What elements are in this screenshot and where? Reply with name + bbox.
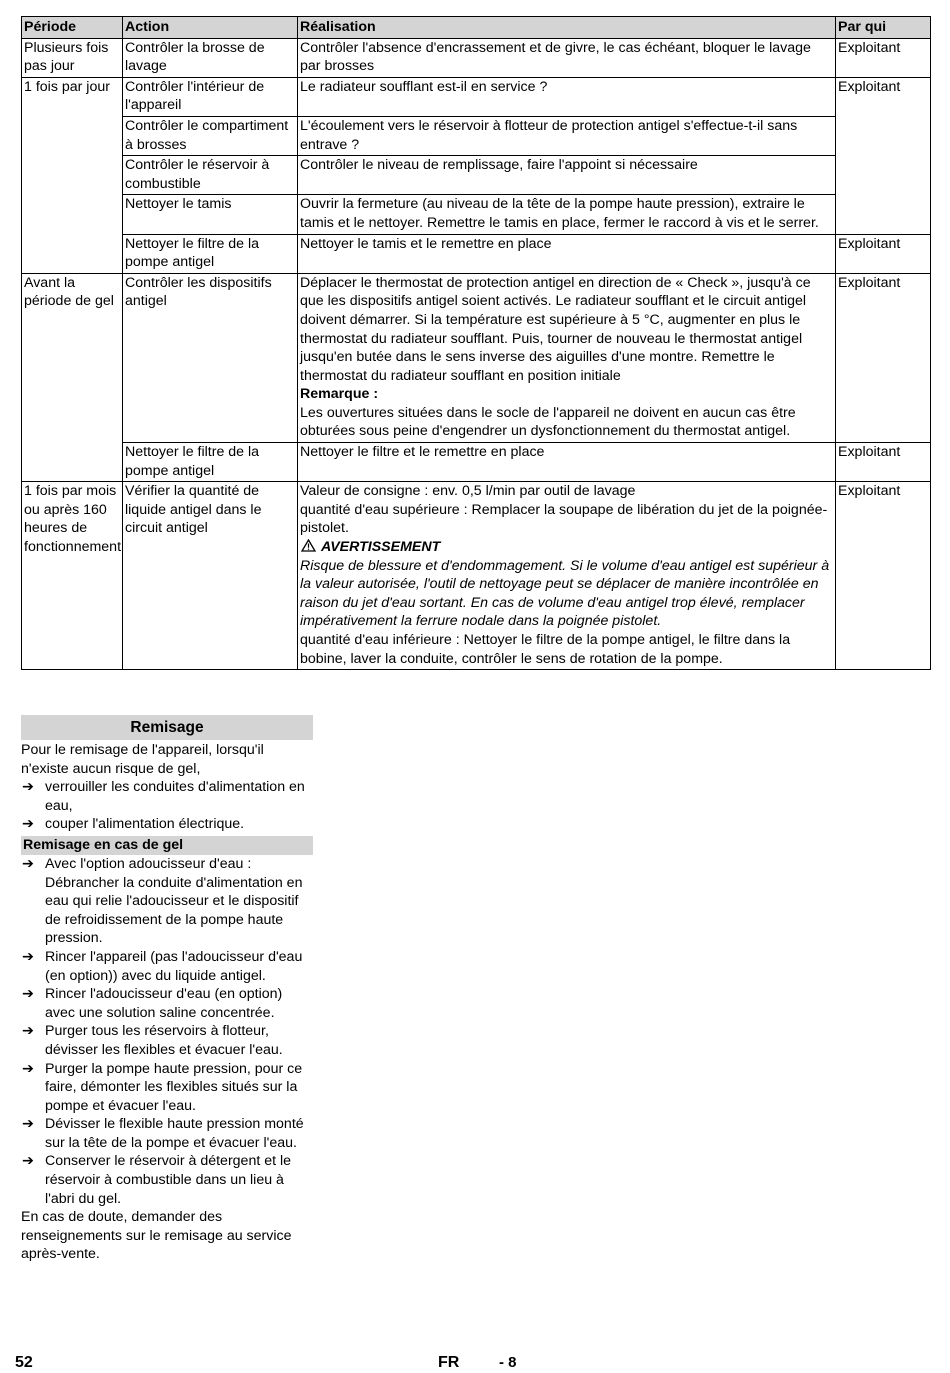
- cell-realisation: Ouvrir la fermeture (au niveau de la tête de la pompe haute pression), extraire le tamis et le nettoyer. Remettre le tamis en place, fermer le raccord à vis et le serrer.: [298, 195, 836, 234]
- cell-action: Contrôler l'intérieur de l'appareil: [123, 77, 298, 116]
- sub-page-number: - 8: [499, 1354, 517, 1371]
- remisage-steps: [21, 778, 313, 834]
- warning-title: [300, 538, 833, 557]
- cell-action: Nettoyer le filtre de la pompe antigel: [123, 443, 298, 482]
- cell-periode: Avant la période de gel: [22, 273, 123, 482]
- cell-action: Vérifier la quantité de liquide antigel dans le circuit antigel: [123, 482, 298, 670]
- list-item: ➔ verrouiller les conduites d'alimentation en eau,: [22, 779, 305, 814]
- gel-steps: [21, 855, 313, 1208]
- table-row: [22, 482, 931, 670]
- section-title-remisage: Remisage: [21, 715, 313, 740]
- arrow-right-icon: ➔: [22, 948, 34, 965]
- cell-action: Contrôler le réservoir à combustible: [123, 156, 298, 195]
- table-row: [22, 38, 931, 77]
- header-action: Action: [123, 17, 298, 39]
- cell-par-qui: Exploitant: [836, 273, 931, 442]
- cell-realisation: Nettoyer le filtre et le remettre en place: [298, 443, 836, 482]
- table-row: [22, 443, 931, 482]
- table-row: [22, 156, 931, 195]
- list-item: ➔ Purger la pompe haute pression, pour ce faire, démonter les flexibles situés sur la pompe et évacuer l'eau.: [22, 1060, 303, 1114]
- list-item: ➔ Rincer l'adoucisseur d'eau (en option) avec une solution saline concentrée.: [22, 986, 283, 1021]
- cell-realisation: Le radiateur soufflant est-il en service ?: [298, 77, 836, 116]
- cell-par-qui: Exploitant: [836, 234, 931, 273]
- warning-title-text: AVERTISSEMENT: [321, 539, 441, 556]
- cell-realisation: Contrôler l'absence d'encrassement et de givre, le cas échéant, bloquer le lavage par brosses: [298, 38, 836, 77]
- arrow-right-icon: ➔: [22, 779, 34, 796]
- cell-realisation: [298, 482, 836, 670]
- cell-action: Nettoyer le filtre de la pompe antigel: [123, 234, 298, 273]
- realisation-text: Déplacer le thermostat de protection antigel en direction de « Check », jusqu'à ce que les dispositifs antigel soient activés. Le radiateur soufflant et le circuit antigel doivent démarrer. Si la température est supérieure à 5 °C, augmenter en plus le thermostat du radiateur soufflant. Puis, tourner de nouveau le thermostat antigel jusqu'en butée dans le sens inverse des aiguilles d'une montre. Remettre le thermostat du radiateur soufflant en position initiale: [300, 274, 811, 384]
- cell-periode: Plusieurs fois pas jour: [22, 38, 123, 77]
- language-code: FR: [438, 1354, 460, 1371]
- remarque-label: Remarque :: [300, 386, 379, 403]
- remarque-text: Les ouvertures situées dans le socle de l'appareil ne doivent en aucun cas être obturées sous peine d'engendrer un dysfonctionnement du thermostat antigel.: [300, 404, 796, 440]
- quantite-superieure-text: quantité d'eau supérieure : Remplacer la soupape de libération du jet de la poignée-pistolet.: [300, 501, 828, 537]
- warning-icon: [301, 539, 316, 552]
- table-row: [22, 195, 931, 234]
- cell-action: Nettoyer le tamis: [123, 195, 298, 234]
- list-item: ➔ Conserver le réservoir à détergent et le réservoir à combustible dans un lieu à l'abri du gel.: [22, 1153, 292, 1207]
- list-item: ➔ Avec l'option adoucisseur d'eau : Débrancher la conduite d'alimentation en eau qui relie l'adoucisseur et le dispositif de refroidissement de la pompe haute pression.: [22, 855, 303, 947]
- arrow-right-icon: ➔: [22, 1153, 34, 1170]
- cell-par-qui: Exploitant: [836, 38, 931, 77]
- quantite-inferieure-text: quantité d'eau inférieure : Nettoyer le filtre de la pompe antigel, le filtre dans la bobine, laver la conduite, contrôler le sens de rotation de la pompe.: [300, 632, 791, 667]
- cell-periode: 1 fois par jour: [22, 77, 123, 273]
- cell-par-qui: Exploitant: [836, 77, 931, 234]
- cell-periode: 1 fois par mois ou après 160 heures de fonctionnement: [22, 482, 123, 670]
- table-header-row: [22, 17, 931, 39]
- cell-par-qui: Exploitant: [836, 443, 931, 482]
- table-row: [22, 234, 931, 273]
- gel-outro: En cas de doute, demander des renseignements sur le remisage au service après-vente.: [21, 1209, 292, 1263]
- remisage-section: [21, 715, 313, 1264]
- list-item: ➔ Purger tous les réservoirs à flotteur, dévisser les flexibles et évacuer l'eau.: [22, 1023, 283, 1058]
- arrow-right-icon: ➔: [22, 855, 34, 872]
- consigne-text: Valeur de consigne : env. 0,5 l/min par outil de lavage: [300, 483, 636, 500]
- arrow-right-icon: ➔: [22, 816, 34, 833]
- cell-realisation: Nettoyer le tamis et le remettre en place: [298, 234, 836, 273]
- page-number: 52: [15, 1354, 33, 1371]
- cell-action: Contrôler la brosse de lavage: [123, 38, 298, 77]
- arrow-right-icon: ➔: [22, 1023, 34, 1040]
- table-row: [22, 77, 931, 116]
- header-realisation: Réalisation: [298, 17, 836, 39]
- list-item: ➔ Rincer l'appareil (pas l'adoucisseur d'eau (en option)) avec du liquide antigel.: [22, 948, 303, 984]
- arrow-right-icon: ➔: [22, 986, 34, 1003]
- remisage-intro: Pour le remisage de l'appareil, lorsqu'il n'existe aucun risque de gel,: [21, 742, 264, 777]
- maintenance-table: [21, 16, 931, 670]
- cell-realisation: [298, 273, 836, 442]
- cell-par-qui: Exploitant: [836, 482, 931, 670]
- arrow-right-icon: ➔: [22, 1116, 34, 1133]
- cell-action: Contrôler les dispositifs antigel: [123, 273, 298, 442]
- cell-realisation: L'écoulement vers le réservoir à flotteur de protection antigel s'effectue-t-il sans entrave ?: [298, 116, 836, 155]
- cell-action: Contrôler le compartiment à brosses: [123, 116, 298, 155]
- list-item: ➔ Dévisser le flexible haute pression monté sur la tête de la pompe et évacuer l'eau.: [22, 1116, 304, 1151]
- warning-text: Risque de blessure et d'endommagement. Si le volume d'eau antigel est supérieur à la valeur autorisée, l'outil de nettoyage peut se déplacer de manière incontrôlée en raison du jet d'eau sortant. En cas de volume d'eau antigel trop élevé, remplacer impérativement la ferrure nodale dans la poignée pistolet.: [300, 557, 830, 630]
- table-row: [22, 273, 931, 442]
- header-periode: Période: [22, 17, 123, 39]
- table-row: [22, 116, 931, 155]
- arrow-right-icon: ➔: [22, 1060, 34, 1077]
- section-title-remisage-gel: Remisage en cas de gel: [21, 836, 313, 855]
- header-par-qui: Par qui: [836, 17, 931, 39]
- list-item: ➔ couper l'alimentation électrique.: [22, 816, 245, 833]
- cell-realisation: Contrôler le niveau de remplissage, faire l'appoint si nécessaire: [298, 156, 836, 195]
